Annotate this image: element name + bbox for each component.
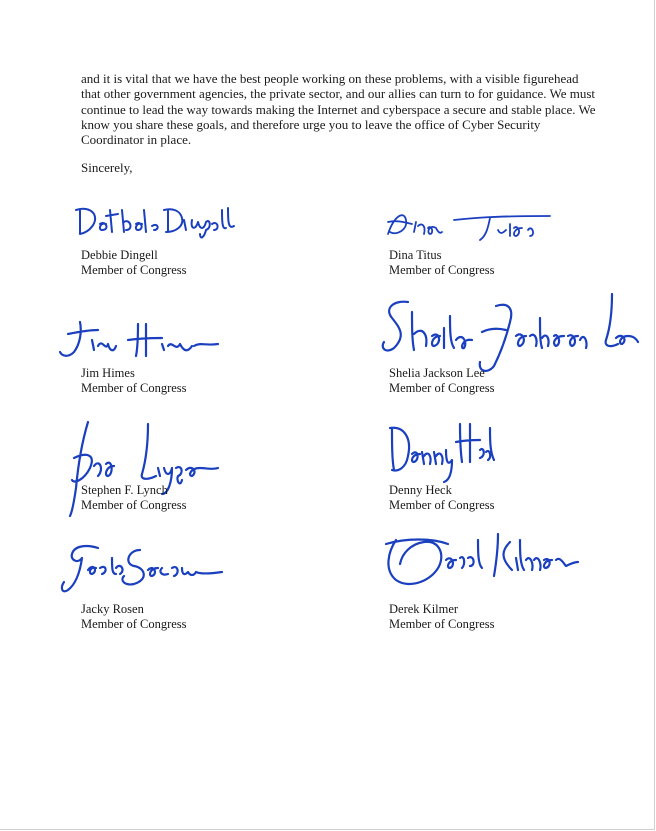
signature-shelia-jackson-lee xyxy=(378,292,640,377)
signer-block-jacky-rosen xyxy=(81,602,187,632)
signer-title: Member of Congress xyxy=(81,263,187,277)
signer-block-denny-heck xyxy=(389,483,495,513)
signer-block-shelia-jackson-lee xyxy=(389,366,495,396)
signer-name: Stephen F. Lynch xyxy=(81,483,168,497)
signature-derek-kilmer xyxy=(376,530,581,600)
signer-name: Derek Kilmer xyxy=(389,602,459,616)
signer-name: Jim Himes xyxy=(81,366,135,380)
signer-block-jim-himes xyxy=(81,366,187,396)
signature-denny-heck xyxy=(386,420,496,485)
letter-body: and it is vital that we have the best people working on these problems, with a visible figurehead that other government agencies, the private sector, and our allies can turn to for guidance. We must continue to lead the way towards making the Internet and cyberspace a secure and stable place. We know you share these goals, and therefore urge you to leave the office of Cyber Security Coordinator in place. xyxy=(81,71,596,148)
signature-debbie-dingell xyxy=(72,200,237,245)
signer-block-debbie-dingell xyxy=(81,248,187,278)
signature-jacky-rosen xyxy=(58,540,233,600)
signer-name: Jacky Rosen xyxy=(81,602,144,616)
letter-closing: Sincerely, xyxy=(81,160,133,175)
signer-title: Member of Congress xyxy=(81,498,187,512)
signature-jim-himes xyxy=(58,318,223,368)
signer-block-dina-titus xyxy=(389,248,495,278)
signer-title: Member of Congress xyxy=(389,498,495,512)
signer-title: Member of Congress xyxy=(389,381,495,395)
signer-name: Dina Titus xyxy=(389,248,442,262)
signature-dina-titus xyxy=(382,206,557,246)
signer-name: Debbie Dingell xyxy=(81,248,158,262)
signer-block-derek-kilmer xyxy=(389,602,495,632)
signer-name: Denny Heck xyxy=(389,483,452,497)
signer-title: Member of Congress xyxy=(389,617,495,631)
signer-title: Member of Congress xyxy=(389,263,495,277)
signer-block-stephen-f-lynch xyxy=(81,483,187,513)
signer-name: Shelia Jackson Lee xyxy=(389,366,485,380)
signer-title: Member of Congress xyxy=(81,381,187,395)
signer-title: Member of Congress xyxy=(81,617,187,631)
